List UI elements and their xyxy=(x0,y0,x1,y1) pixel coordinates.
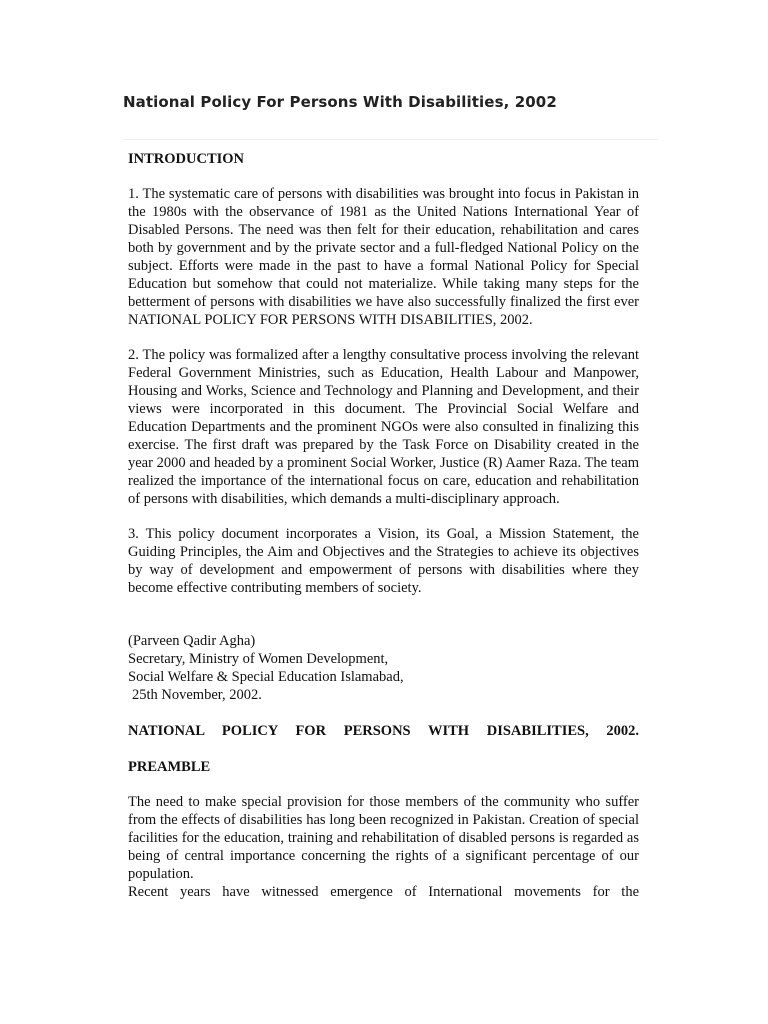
signature-block xyxy=(128,632,639,704)
signatory-department: Social Welfare & Special Education Islamabad, xyxy=(128,669,404,685)
introduction-heading: INTRODUCTION xyxy=(128,151,245,167)
paragraph-2: 2. The policy was formalized after a lengthy consultative process involving the relevant Federal Government Ministries, such as Education, Health Labour and Manpower, Housing and Works, Science and Technology and Planning and Development, and their views were incorporated in this document. The Provincial Social Welfare and Education Departments and the prominent NGOs were also consulted in finalizing this exercise. The first draft was prepared by the Task Force on Disability created in the year 2000 and headed by a prominent Social Worker, Justice (R) Aamer Raza. The team realized the importance of the international focus on care, education and rehabilitation of persons with disabilities, which demands a multi-disciplinary approach. xyxy=(128,347,639,507)
paragraph-1: 1. The systematic care of persons with disabilities was brought into focus in Pakistan in the 1980s with the observance of 1981 as the United Nations International Year of Disabled Persons. The need was then felt for their education, rehabilitation and cares both by government and by the private sector and a full-fledged National Policy on the subject. Efforts were made in the past to have a formal National Policy for Special Education but somehow that could not materialize. While taking many steps for the betterment of persons with disabilities we have also successfully finalized the first ever NATIONAL POLICY FOR PERSONS WITH DISABILITIES, 2002. xyxy=(128,186,639,328)
preamble-paragraph-2: Recent years have witnessed emergence of International movements for the xyxy=(128,884,639,900)
preamble-paragraph-1: The need to make special provision for those members of the community who suffer from the effects of disabilities has long been recognized in Pakistan. Creation of special facilities for the education, training and rehabilitation of disabled persons is regarded as being of central importance concerning the rights of a significant percentage of our population. xyxy=(128,794,639,882)
paragraph-3: 3. This policy document incorporates a Vision, its Goal, a Mission Statement, the Guiding Principles, the Aim and Objectives and the Strategies to achieve its objectives by way of development and empowerment of persons with disabilities where they become effective contributing members of society. xyxy=(128,526,639,596)
signature-date: 25th November, 2002. xyxy=(132,687,262,703)
title-divider xyxy=(123,139,658,140)
signatory-position: Secretary, Ministry of Women Development, xyxy=(128,651,389,667)
document-title: National Policy For Persons With Disabilities, 2002 xyxy=(123,93,557,111)
policy-heading: NATIONAL POLICY FOR PERSONS WITH DISABILITIES, 2002. xyxy=(128,723,639,739)
signatory-name: (Parveen Qadir Agha) xyxy=(128,633,256,649)
document-body xyxy=(128,150,639,901)
preamble-heading: PREAMBLE xyxy=(128,759,211,775)
